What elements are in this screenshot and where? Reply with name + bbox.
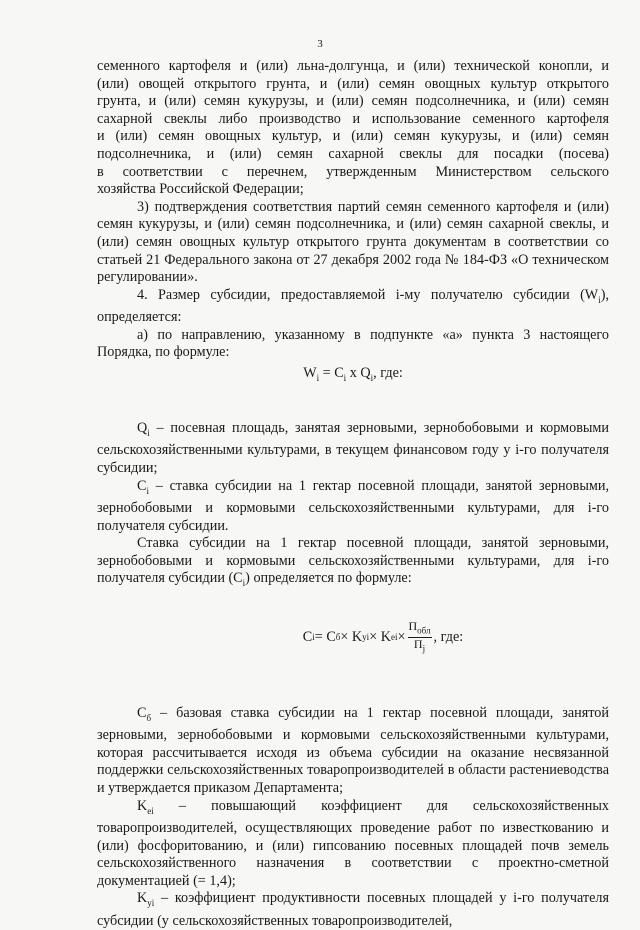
definition-symbol: K: [137, 890, 148, 907]
paragraph-direction-a: а) по направлению, указанному в подпункте «а» пункта 3 настоящего Порядка, по формуле:: [97, 326, 609, 361]
definition-ke: [97, 798, 609, 891]
subscript: обл: [417, 625, 431, 636]
definition-text: – ставка субсидии на 1 гектар посевной площади, занятой зерновыми, зернобобовыми и кормовыми сельскохозяйственными культурами, для i-го получателя субсидии.: [97, 477, 609, 534]
definition-c: [97, 478, 609, 536]
formula-symbol: ×: [397, 628, 406, 645]
paragraph-line: и (или) семян овощных культур, и (или) семян кукурузы, и (или) семян: [97, 128, 609, 145]
definition-text: – посевная площадь, занятая зерновыми, зернобобовыми и кормовыми сельскохозяйственными культурами, в текущем финансовом году у i-го получателя субсидии;: [97, 419, 609, 476]
definition-text: – повышающий коэффициент для сельскохозяйственных товаропроизводителей, осуществляющих проведение работ по известкованию и (или) фосфоритованию, и (или) гипсованию посевных площадей почв земель сельскохозяйственного назначения в соответствии с проектно-сметной документацией (= 1,4);: [97, 797, 609, 889]
formula-symbol: × K: [369, 628, 391, 645]
paragraph-line: подсолнечника, и (или) семян сахарной свеклы для посадки (посева): [97, 145, 609, 162]
formula-symbol: = C: [319, 364, 344, 381]
subscript: yi: [362, 631, 370, 642]
paragraph-rate: [97, 535, 609, 593]
paragraph-line: сахарной свеклы либо производство и использование семенного картофеля: [97, 110, 609, 127]
subscript: i: [312, 631, 315, 642]
subscript: i: [242, 578, 246, 589]
formula-symbol: П: [408, 618, 418, 633]
definition-q: [97, 420, 609, 478]
fraction-numerator: [408, 620, 432, 638]
formula-c: [97, 593, 609, 683]
subscript: j: [422, 643, 426, 654]
formula-suffix: , где:: [373, 364, 403, 381]
formula-symbol: П: [413, 637, 423, 652]
paragraph-line: хозяйства Российской Федерации;: [97, 181, 304, 198]
subscript: i: [343, 372, 347, 383]
paragraph-rate-end: ) определяется по формуле:: [245, 570, 412, 587]
definition-ky: [97, 890, 609, 930]
subscript: ei: [147, 805, 154, 816]
formula-symbol: C: [302, 628, 313, 645]
definition-symbol: C: [137, 477, 147, 494]
paragraph-seed-list: [97, 58, 609, 199]
definition-symbol: Q: [137, 419, 148, 436]
fraction-denominator: [414, 638, 425, 655]
formula-w: [97, 362, 609, 390]
document-body: [97, 58, 609, 930]
formula-fraction: [408, 620, 432, 656]
subscript: i: [370, 372, 374, 383]
subscript: i: [147, 427, 150, 438]
paragraph-subsidy-size-end: ), определяется:: [97, 286, 609, 326]
definition-cb: [97, 705, 609, 798]
paragraph-rate-text: Ставка субсидии на 1 гектар посевной площади, занятой зерновыми, зернобобовыми и кормовыми сельскохозяйственными культурами, для i-го получателя субсидии (C: [97, 535, 609, 587]
paragraph-conformity: 3) подтверждения соответствия партий семян семенного картофеля и (или) семян кукурузы, и (или) семян подсолнечника, и (или) семян сахарной свеклы, и (или) семян овощных культур открытого грунта документам в соответствии со статьей 21 Федерального закона от 27 декабря 2002 года № 184-ФЗ «О техническом регулировании».: [97, 198, 609, 286]
subscript: i: [598, 294, 601, 305]
subscript: i: [146, 485, 149, 496]
subscript: б: [146, 712, 152, 723]
subscript: б: [335, 631, 341, 642]
formula-symbol: W: [303, 364, 317, 381]
definition-symbol: K: [137, 797, 148, 814]
paragraph-line: грунта, и (или) семян кукурузы, и (или) семян подсолнечника, и (или) семян: [97, 93, 609, 110]
subscript: i: [316, 372, 320, 383]
subscript: ei: [390, 631, 398, 642]
paragraph-subsidy-size: [97, 287, 609, 327]
formula-suffix: , где:: [433, 628, 464, 645]
formula-symbol: x Q: [346, 364, 371, 381]
paragraph-subsidy-size-text: 4. Размер субсидии, предоставляемой i-му получателю субсидии (W: [137, 286, 599, 303]
formula-symbol: × K: [340, 628, 363, 645]
paragraph-line: (или) овощей открытого грунта, и (или) семян овощных культур открытого: [97, 75, 609, 92]
definition-symbol: C: [137, 704, 147, 721]
definition-text: – коэффициент продуктивности посевных площадей у i-го получателя субсидии (у сельскохозяйственных товаропроизводителей,: [97, 890, 609, 929]
formula-symbol: = C: [314, 628, 336, 645]
paragraph-line: в соответствии с перечнем, утвержденным Министерством сельского: [97, 163, 609, 180]
subscript: yi: [147, 898, 155, 909]
page-number: 3: [317, 38, 323, 50]
definition-text: – базовая ставка субсидии на 1 гектар посевной площади, занятой зерновыми, зернобобовыми и кормовыми сельскохозяйственными культурами, которая рассчитывается исходя из объема субсидии на оказание несвязанной поддержки сельскохозяйственных товаропроизводителей в области растениеводства и утверждается приказом Департамента;: [97, 704, 609, 796]
paragraph-line: семенного картофеля и (или) льна-долгунца, и (или) технической конопли, и: [97, 58, 609, 74]
